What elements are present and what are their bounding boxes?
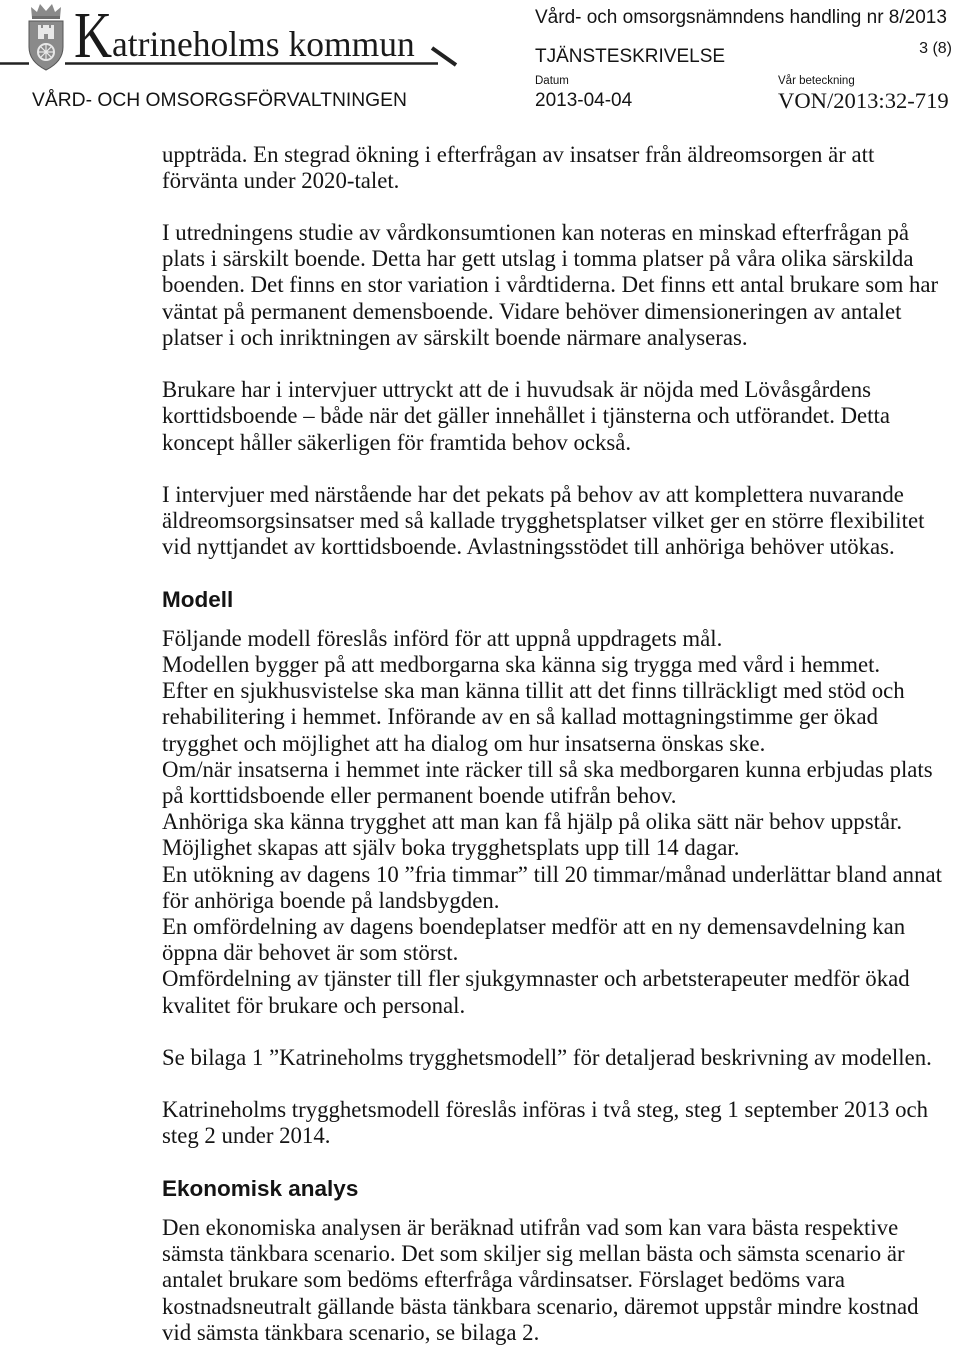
text-line: koncept håller säkerligen för framtida behov också.: [162, 429, 632, 455]
reference-value: VON/2013:32-719: [778, 88, 949, 113]
page-number: 3 (8): [919, 40, 952, 57]
paragraph: [162, 626, 952, 1019]
text-line: för anhöriga boende på landsbygden.: [162, 887, 500, 913]
text-line: Möjlighet skapas att själv boka trygghetsplats upp till 14 dagar.: [162, 835, 740, 861]
text-line: Omfördelning av tjänster till fler sjukgymnaster och arbetsterapeuter medför ökad: [162, 966, 910, 992]
date-value: 2013-04-04: [535, 90, 633, 111]
text-line: Modellen bygger på att medborgarna ska känna sig trygga med vård i hemmet.: [162, 652, 881, 678]
text-line: vid sämsta tänkbara scenario, se bilaga 2.: [162, 1319, 540, 1345]
logo-initial: K: [74, 0, 113, 72]
date-label: Datum: [535, 75, 569, 87]
text-line: Om/när insatserna i hemmet inte räcker till så ska medborgaren kunna erbjudas plats: [162, 756, 933, 782]
text-line: på korttidsboende eller permanent boende utifrån behov.: [162, 783, 677, 808]
coat-of-arms-icon: [28, 1, 64, 71]
paragraph: [162, 1097, 952, 1149]
paragraph: [162, 1045, 952, 1071]
paragraph: [162, 482, 952, 561]
text-line: Anhöriga ska känna trygghet att man kan få hjälp på olika sätt när behov uppstår.: [162, 809, 903, 835]
department-name: VÅRD- OCH OMSORGSFÖRVALTNINGEN: [32, 90, 407, 111]
text-line: steg 2 under 2014.: [162, 1123, 331, 1149]
text-line: Följande modell föreslås införd för att uppnå uppdragets mål.: [162, 625, 723, 651]
logo-wordmark: [74, 0, 419, 70]
text-line: korttidsboende – både när det gäller innehållet i tjänsterna och utförandet. Detta: [162, 403, 890, 429]
text-line: En omfördelning av dagens boendeplatser medför att en ny demensavdelning kan: [162, 913, 906, 939]
text-line: I utredningens studie av vårdkonsumtionen kan noteras en minskad efterfrågan på: [162, 220, 909, 246]
text-line: trygghet och möjlighet att ha dialog om hur insatserna önskas ske.: [162, 730, 766, 756]
section-heading-modell: Modell: [162, 586, 234, 612]
text-line: kvalitet för brukare och personal.: [162, 992, 466, 1018]
text-line: väntat på permanent demensboende. Vidare behöver dimensioneringen av antalet: [162, 298, 902, 324]
text-line: Brukare har i intervjuer uttryckt att de i huvudsak är nöjda med Lövåsgårdens: [162, 377, 872, 403]
paragraph: [162, 1215, 952, 1346]
text-line: platser i och inriktningen av särskilt boende närmare analyseras.: [162, 324, 748, 350]
reference-label: Vår beteckning: [778, 75, 855, 87]
paragraph: [162, 220, 952, 351]
text-line: boenden. Det finns en stor variation i vårdtiderna. Det finns ett antal brukare som har: [162, 272, 939, 298]
text-line: rehabilitering i hemmet. Införande av en så kallad mottagningstimme ger ökad: [162, 704, 878, 730]
paragraph: [162, 142, 952, 194]
text-line: Efter en sjukhusvistelse ska man känna tillit att det finns tillräckligt med stöd och: [162, 678, 905, 704]
document-type: TJÄNSTESKRIVELSE: [535, 46, 726, 67]
text-line: äldreomsorgsinsatser med så kallade trygghetsplatser vilket ger en större flexibilitet: [162, 508, 925, 534]
text-line: sämsta tänkbara scenario. Det som skiljer sig mellan bästa och sämsta scenario är: [162, 1241, 905, 1267]
logo-name-rest: atrineholms kommun: [112, 24, 415, 65]
text-line: Den ekonomiska analysen är beräknad utifrån vad som kan vara bästa respektive: [162, 1215, 899, 1240]
text-line: antalet brukare som bedöms efterfråga vårdinsatser. Förslaget bedöms vara: [162, 1267, 846, 1293]
text-line: öppna där behovet är som störst.: [162, 940, 459, 966]
text-line: plats i särskilt boende. Detta har gett utslag i tomma platser på våra olika särskilda: [162, 246, 914, 272]
document-series: Vård- och omsorgsnämndens handling nr 8/2013: [535, 7, 947, 28]
text-line: förvänta under 2020-talet.: [162, 167, 400, 193]
text-line: kostnadsneutralt gällande bästa tänkbara scenario, däremot uppstår mindre kostnad: [162, 1293, 919, 1319]
section-heading-ekonomisk-analys: Ekonomisk analys: [162, 1175, 359, 1201]
text-line: I intervjuer med närstående har det pekats på behov av att komplettera nuvarande: [162, 481, 904, 507]
text-line: vid nyttjandet av korttidsboende. Avlastningsstödet till anhöriga behöver utökas.: [162, 534, 895, 560]
text-line: Se bilaga 1 ”Katrineholms trygghetsmodell” för detaljerad beskrivning av modellen.: [162, 1044, 932, 1070]
document-body: [162, 142, 952, 1346]
text-line: Katrineholms trygghetsmodell föreslås införas i två steg, steg 1 september 2013 och: [162, 1097, 929, 1123]
text-line: En utökning av dagens 10 ”fria timmar” till 20 timmar/månad underlättar bland annat: [162, 861, 942, 887]
text-line: uppträda. En stegrad ökning i efterfrågan av insatser från äldreomsorgen är att: [162, 141, 875, 167]
paragraph: [162, 377, 952, 456]
